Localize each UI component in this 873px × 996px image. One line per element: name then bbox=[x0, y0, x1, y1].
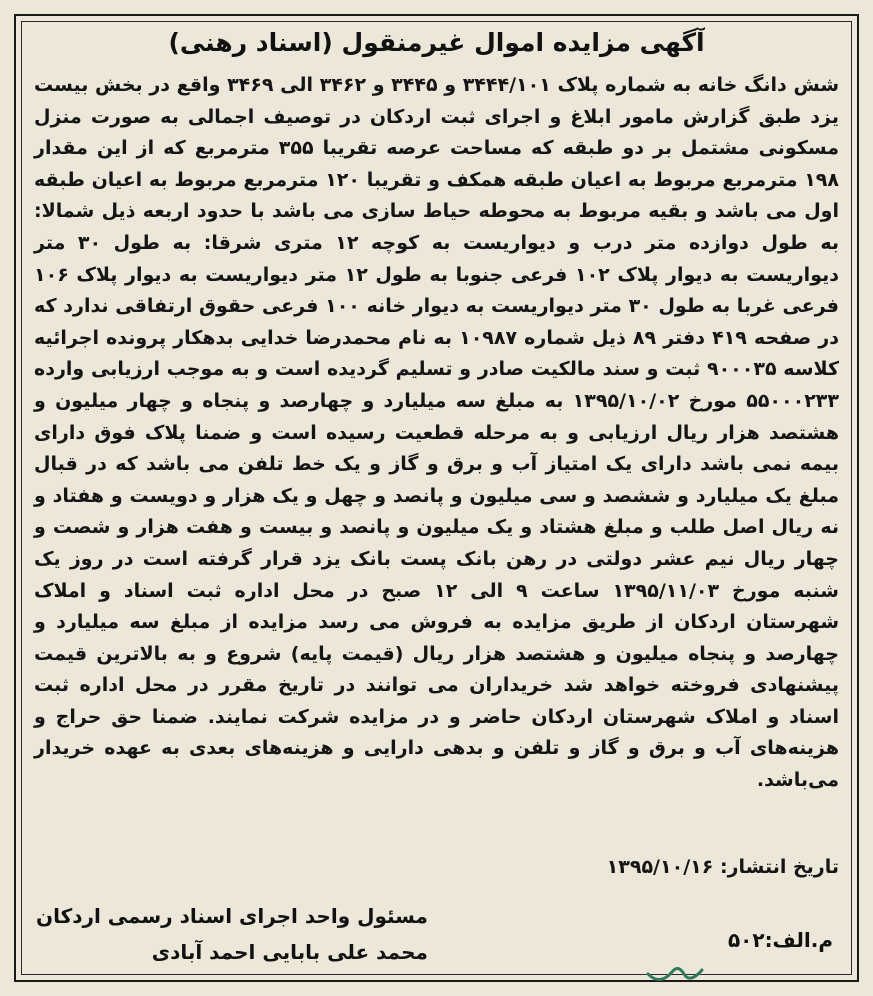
stamp-mark-icon bbox=[640, 952, 720, 988]
reference-code: م.الف:۵۰۲ bbox=[727, 928, 833, 952]
notice-title: آگهی مزایده اموال غیرمنقول (اسناد رهنی) bbox=[168, 28, 705, 57]
signatory-title: مسئول واحد اجرای اسناد رسمی اردکان bbox=[36, 904, 428, 928]
signatory-name: محمد علی بابایی احمد آبادی bbox=[151, 940, 428, 964]
publication-date: تاریخ انتشار: ۱۳۹۵/۱۰/۱۶ bbox=[606, 856, 839, 878]
notice-body-text: شش دانگ خانه به شماره پلاک ۳۴۴۴/۱۰۱ و ۳۴۴۵ و ۳۴۶۲ الی ۳۴۶۹ واقع در بخش بیست یزد طبق گزارش مامور ابلاغ و اجرای ثبت اردکان در توصیف اجمالی به صورت منزل مسکونی مشتمل بر دو طبقه که مساحت عرصه تقریبا ۳۵۵ مترمربع که از این مقدار ۱۹۸ مترمربع مربوط به اعیان طبقه همکف و تقریبا ۱۲۰ مترمربع مربوط به اعیان طبقه اول می باشد و بقیه مربوط به محوطه حیاط سازی می باشد با حدود اربعه ذیل شمالا: به طول دوازده متر درب و دیواریست به کوچه ۱۲ متری شرقا: به طول ۳۰ متر دیواریست به دیوار پلاک ۱۰۲ فرعی جنوبا به طول ۱۲ متر دیواریست به دیوار پلاک ۱۰۶ فرعی غربا به طول ۳۰ متر دیواریست به دیوار خانه ۱۰۰ فرعی حقوق ارتفاقی ندارد که در صفحه ۴۱۹ دفتر ۸۹ ذیل شماره ۱۰۹۸۷ به نام محمدرضا خدایی بدهکار پرونده اجرائیه کلاسه ۹۰۰۰۳۵ ثبت و سند مالکیت صادر و تسلیم گردیده است و به موجب ارزیابی وارده ۵۵۰۰۰۲۳۳ مورخ ۱۳۹۵/۱۰/۰۲ به مبلغ سه میلیارد و چهارصد و پنجاه و چهار میلیون و هشتصد هزار ریال ارزیابی و به مرحله قطعیت رسیده است و ضمنا پلاک فوق دارای بیمه نمی باشد دارای یک امتیاز آب و برق و گاز و یک خط تلفن می باشد که در قبال مبلغ یک میلیارد و ششصد و سی میلیون و پانصد و چهل و یک هزار و دویست و هفتاد و نه ریال اصل طلب و مبلغ هشتاد و یک میلیون و پانصد و بیست و هفت هزار و شصت و چهار ریال نیم عشر دولتی در رهن بانک پست بانک یزد قرار گرفته است در روز یک شنبه مورخ ۱۳۹۵/۱۱/۰۳ ساعت ۹ الی ۱۲ صبح در محل اداره ثبت اسناد و املاک شهرستان اردکان از طریق مزایده به فروش می رسد مزایده از مبلغ سه میلیارد و چهارصد و پنجاه میلیون و هشتصد هزار ریال (قیمت پایه) شروع و به بالاترین قیمت پیشنهادی فروخته خواهد شد خریداران می توانند در تاریخ مقرر در محل اداره ثبت اسناد و املاک شهرستان اردکان حاضر و در مزایده شرکت نمایند. ضمنا حق حراج و هزینه‌های آب و برق و گاز و تلفن و بدهی دارایی و هزینه‌های بعدی به عهده خریدار می‌باشد. bbox=[34, 74, 839, 792]
notice-body bbox=[34, 70, 839, 797]
signature-block bbox=[36, 898, 428, 970]
